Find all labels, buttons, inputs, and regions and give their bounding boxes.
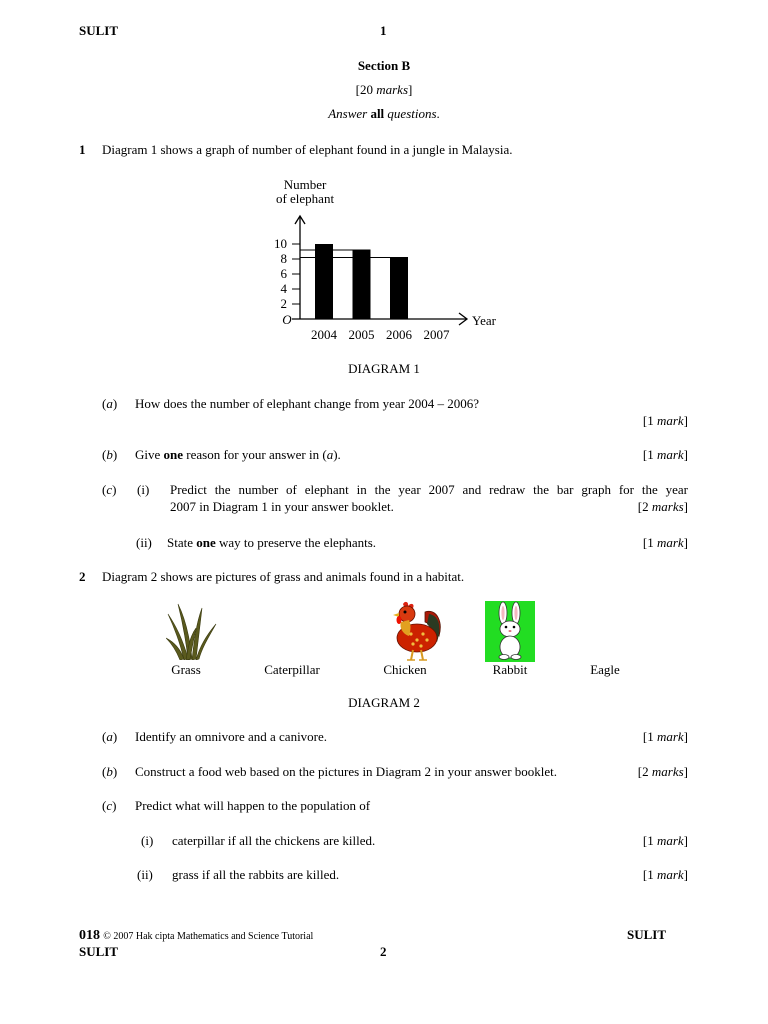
label-grass: Grass xyxy=(171,662,201,677)
y-tick-label: 4 xyxy=(280,281,287,296)
q2cii-text: grass if all the rabbits are killed. xyxy=(172,867,340,882)
bar-2006 xyxy=(390,258,408,320)
chicken-picture xyxy=(385,600,443,662)
q1b-marks: [1 mark] xyxy=(642,447,688,462)
rabbit-picture-bg xyxy=(485,601,535,662)
q1-number: 1 xyxy=(79,142,86,157)
diagram2-caption: DIAGRAM 2 xyxy=(348,695,420,710)
q1ci-line2: 2007 in Diagram 1 in your answer booklet. xyxy=(170,499,394,514)
q1cii-marks: [1 mark] xyxy=(642,535,688,550)
section-marks: [20 marks] xyxy=(355,82,413,97)
q2b-label: (b) xyxy=(102,764,118,779)
q1cii-text: State one way to preserve the elephants. xyxy=(167,535,377,550)
q2a-text: Identify an omnivore and a canivore. xyxy=(135,729,328,744)
q1a-label: (a) xyxy=(102,396,118,411)
bar-2005 xyxy=(353,250,371,319)
label-rabbit: Rabbit xyxy=(492,662,528,677)
bar-2004 xyxy=(315,244,333,319)
chart-ylabel: Number of elephant xyxy=(275,177,335,206)
label-caterpillar: Caterpillar xyxy=(264,662,320,677)
x-tick-label: 2006 xyxy=(386,327,412,342)
q1cii-label: (ii) xyxy=(136,535,152,550)
footer-sulit-right: SULIT xyxy=(627,927,667,942)
q2c-text: Predict what will happen to the population of xyxy=(135,798,371,813)
footer-page-number: 2 xyxy=(380,944,387,959)
q2ci-label: (i) xyxy=(141,833,154,848)
q2b-marks: [2 marks] xyxy=(637,764,688,779)
x-tick-label: 2007 xyxy=(423,327,450,342)
q1ci-line1: Predict the number of elephant in the year 2007 and redraw the bar graph for the year xyxy=(170,482,688,497)
q1-stem: Diagram 1 shows a graph of number of elephant found in a jungle in Malaysia. xyxy=(102,142,513,157)
y-tick-label: 6 xyxy=(280,266,287,281)
grass-picture xyxy=(166,602,218,660)
q2c-label: (c) xyxy=(102,798,117,813)
bar-chart xyxy=(250,205,530,350)
label-chicken: Chicken xyxy=(383,662,427,677)
rabbit-picture xyxy=(485,601,535,662)
section-title: Section B xyxy=(357,58,411,73)
q1c-label: (c) xyxy=(102,482,117,497)
header-sulit: SULIT xyxy=(79,23,119,38)
x-tick-label: 2004 xyxy=(311,327,337,342)
q2b-text: Construct a food web based on the pictures in Diagram 2 in your answer booklet. xyxy=(135,764,558,779)
q2cii-marks: [1 mark] xyxy=(642,867,688,882)
q2a-marks: [1 mark] xyxy=(642,729,688,744)
q2a-label: (a) xyxy=(102,729,118,744)
header-page-number: 1 xyxy=(380,23,387,38)
q2cii-label: (ii) xyxy=(137,867,153,882)
q1ci-marks: [2 marks] xyxy=(637,499,688,514)
q2ci-text: caterpillar if all the chickens are killed. xyxy=(172,833,376,848)
q1b-text: Give one reason for your answer in (a). xyxy=(135,447,341,462)
y-tick-label: 8 xyxy=(280,251,287,266)
q1a-text: How does the number of elephant change from year 2004 – 2006? xyxy=(135,396,480,411)
q2-number: 2 xyxy=(79,569,86,584)
footer-sulit-left: SULIT xyxy=(79,944,119,959)
q1a-marks: [1 mark] xyxy=(642,413,688,428)
q1b-label: (b) xyxy=(102,447,118,462)
section-instruction: Answer all questions. xyxy=(328,106,440,121)
y-tick-label: 2 xyxy=(280,296,287,311)
footer-copyright: 018 © 2007 Hak cipta Mathematics and Science Tutorial xyxy=(79,928,314,943)
q2-stem: Diagram 2 shows are pictures of grass and animals found in a habitat. xyxy=(102,569,465,584)
label-eagle: Eagle xyxy=(590,662,620,677)
y-tick-label: 10 xyxy=(274,236,287,251)
x-axis-label: Year xyxy=(472,313,496,328)
q2ci-marks: [1 mark] xyxy=(642,833,688,848)
q1ci-label: (i) xyxy=(137,482,150,497)
x-tick-label: 2005 xyxy=(348,327,375,342)
origin-label: O xyxy=(282,312,292,327)
diagram1-caption: DIAGRAM 1 xyxy=(348,361,420,376)
